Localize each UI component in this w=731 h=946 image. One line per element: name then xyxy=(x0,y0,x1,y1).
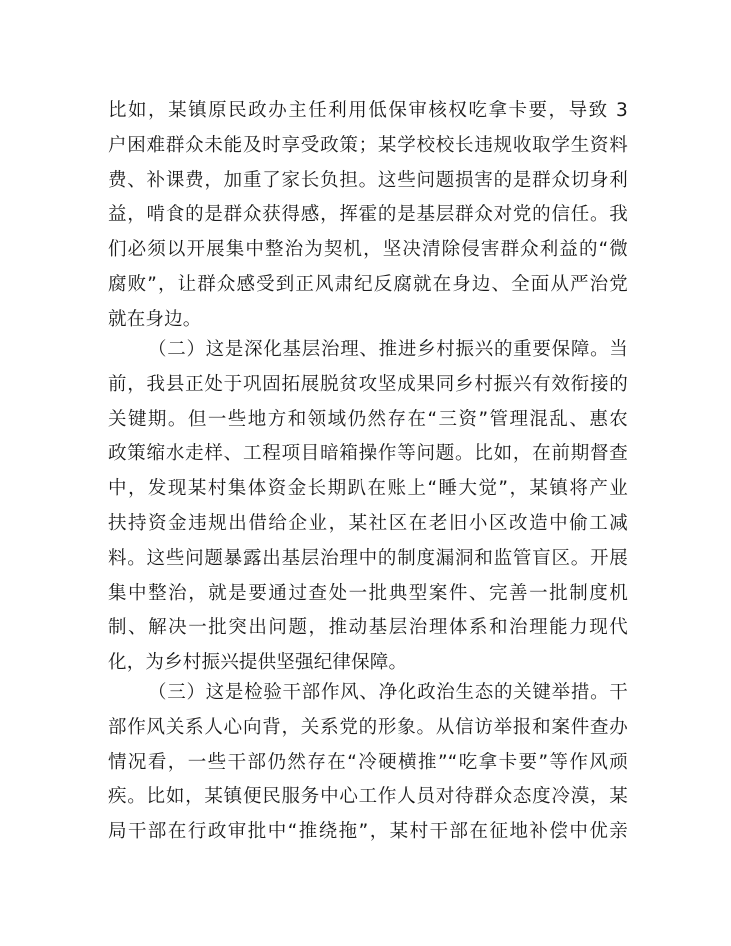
paragraph-2 xyxy=(108,333,628,681)
text-line: （三）这是检验干部作风、净化政治生态的关键举措。干 xyxy=(148,682,628,703)
text-line: 政策缩水走样、工程项目暗箱操作等问题。比如，在前期督查 xyxy=(108,443,628,465)
text-line: （二）这是深化基层治理、推进乡村振兴的重要保障。当 xyxy=(148,339,628,360)
text-line: 们必须以开展集中整治为契机，坚决清除侵害群众利益的“微 xyxy=(108,239,628,261)
paragraph-1 xyxy=(108,94,628,338)
text-line: 益，啃食的是群众获得感，挥霍的是基层群众对党的信任。我 xyxy=(108,204,628,226)
text-line: 疾。比如，某镇便民服务中心工作人员对待群众态度冷漠，某 xyxy=(108,786,628,808)
text-line: 中，发现某村集体资金长期趴在账上“睡大觉”，某镇将产业 xyxy=(108,478,628,500)
text-line: 化，为乡村振兴提供坚强纪律保障。 xyxy=(108,652,408,674)
text-line: 集中整治，就是要通过查处一批典型案件、完善一批制度机 xyxy=(108,582,628,604)
text-line: 关键期。但一些地方和领域仍然存在“三资”管理混乱、惠农 xyxy=(108,408,628,430)
text-line: 扶持资金违规出借给企业，某社区在老旧小区改造中偷工减 xyxy=(108,512,628,534)
text-line: 费、补课费，加重了家长负担。这些问题损害的是群众切身利 xyxy=(108,169,628,191)
text-line: 料。这些问题暴露出基层治理中的制度漏洞和监管盲区。开展 xyxy=(108,547,628,569)
paragraph-3 xyxy=(108,676,628,850)
text-line: 局干部在行政审批中“推绕拖”，某村干部在征地补偿中优亲 xyxy=(108,821,628,843)
text-line: 就在身边。 xyxy=(108,308,202,330)
text-line: 腐败”，让群众感受到正风肃纪反腐就在身边、全面从严治党 xyxy=(108,273,628,295)
text-line: 前，我县正处于巩固拓展脱贫攻坚成果同乡村振兴有效衔接的 xyxy=(108,373,628,395)
text-line: 户困难群众未能及时享受政策；某学校校长违规收取学生资料 xyxy=(108,134,628,156)
text-line: 情况看，一些干部仍然存在“冷硬横推”“吃拿卡要”等作风顽 xyxy=(108,751,628,773)
text-line: 制、解决一批突出问题，推动基层治理体系和治理能力现代 xyxy=(108,617,628,639)
text-line: 比如，某镇原民政办主任利用低保审核权吃拿卡要，导致 3 xyxy=(108,100,628,121)
text-line: 部作风关系人心向背，关系党的形象。从信访举报和案件查办 xyxy=(108,716,628,738)
